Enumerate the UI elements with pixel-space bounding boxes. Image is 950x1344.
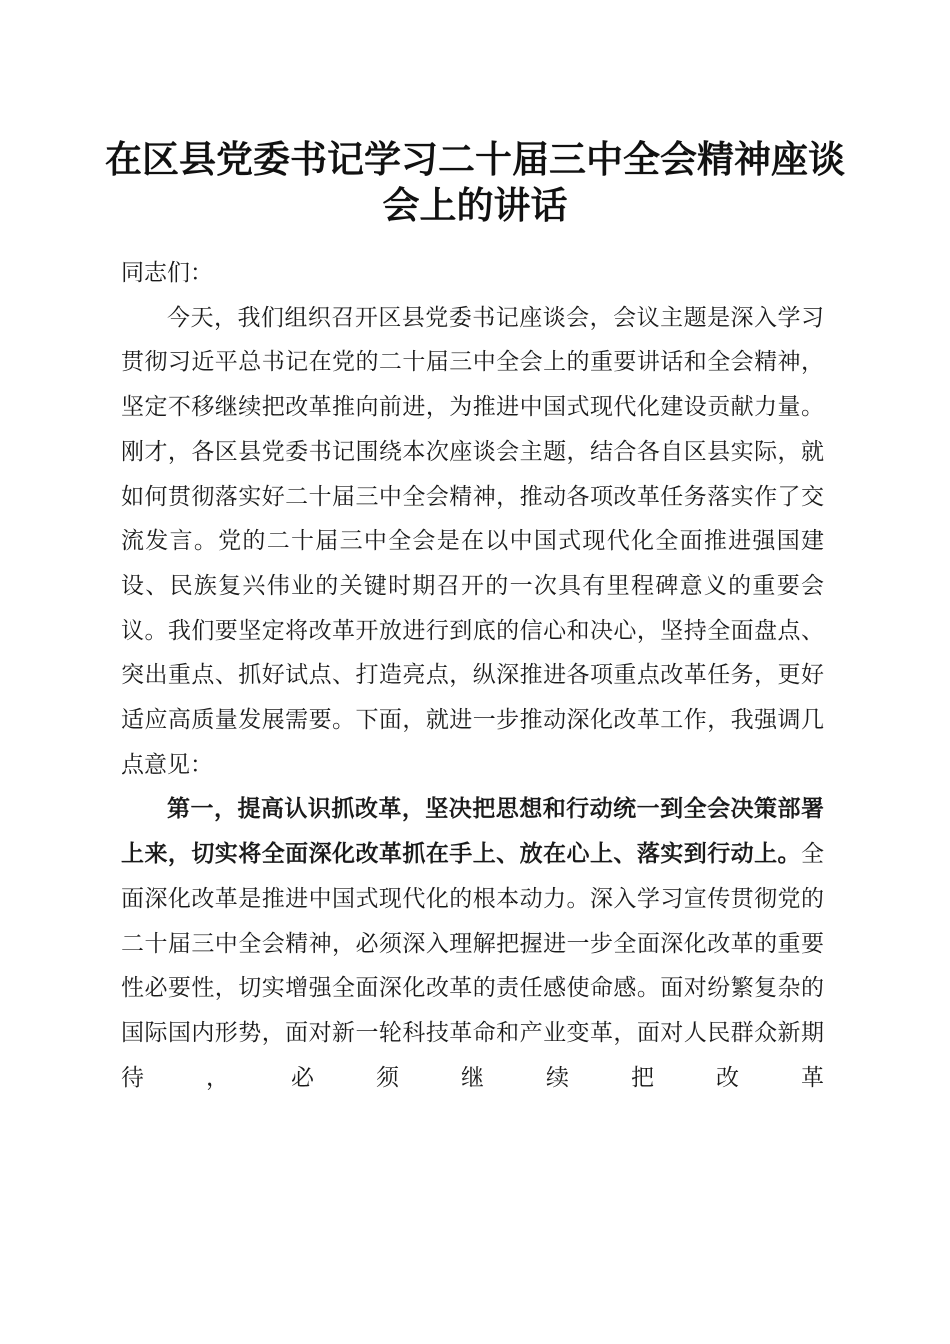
document-body <box>121 251 824 1100</box>
first-point-body: 全面深化改革是推进中国式现代化的根本动力。深入学习宣传贯彻党的二十届三中全会精神，必须深入理解把握进一步全面深化改革的重要性必要性，切实增强全面深化改革的责任感使命感。面对纷繁复杂的国际国内形势，面对新一轮科技革命和产业变革，面对人民群众新期待，必须继续把改革 <box>121 841 824 1091</box>
salutation: 同志们： <box>121 260 213 286</box>
document-title <box>100 136 850 228</box>
paragraph-opening: 今天，我们组织召开区县党委书记座谈会，会议主题是深入学习贯彻习近平总书记在党的二十届三中全会上的重要讲话和全会精神，坚定不移继续把改革推向前进，为推进中国式现代化建设贡献力量。刚才，各区县党委书记围绕本次座谈会主题，结合各自区县实际，就如何贯彻落实好二十届三中全会精神，推动各项改革任务落实作了交流发言。党的二十届三中全会是在以中国式现代化全面推进强国建设、民族复兴伟业的关键时期召开的一次具有里程碑意义的重要会议。我们要坚定将改革开放进行到底的信心和决心，坚持全面盘点、突出重点、抓好试点、打造亮点，纵深推进各项重点改革任务，更好适应高质量发展需要。下面，就进一步推动深化改革工作，我强调几点意见： <box>121 304 824 778</box>
document-title-line-1: 在区县党委书记学习二十届三中全会精神座谈 <box>105 137 845 181</box>
paragraph-first-point <box>121 787 824 1100</box>
first-point-heading: 第一，提高认识抓改革，坚决把思想和行动统一到全会决策部署上来，切实将全面深化改革抓在手上、放在心上、落实到行动上。 <box>121 795 824 868</box>
document-title-line-2: 会上的讲话 <box>382 183 568 227</box>
